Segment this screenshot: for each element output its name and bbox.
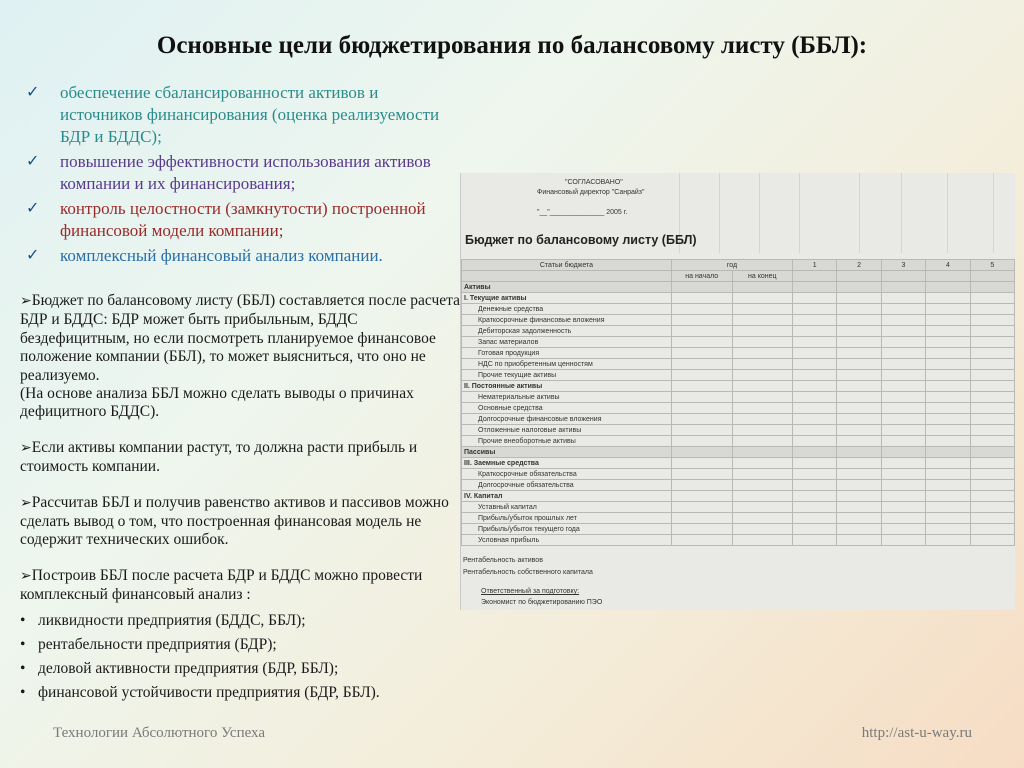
row-label: Пассивы xyxy=(462,447,672,458)
list-item: • ликвидности предприятия (БДДС, ББЛ); xyxy=(20,611,306,629)
row-label: Активы xyxy=(462,282,672,293)
table-row xyxy=(462,524,1015,535)
arrow-icon: ➢ xyxy=(20,294,32,309)
goal-text: контроль целостности (замкнутости) построенной финансовой модели компании; xyxy=(60,199,426,240)
checkmark-icon: ✓ xyxy=(26,247,40,264)
ratio-label: Рентабельность активов xyxy=(463,557,543,564)
list-item: • деловой активности предприятия (БДР, ББЛ); xyxy=(20,659,339,677)
table-row xyxy=(462,480,1015,491)
budget-table xyxy=(461,259,1015,546)
goal-item xyxy=(26,82,446,148)
column-header: 3 xyxy=(881,260,925,271)
row-label: Отложенные налоговые активы xyxy=(462,425,672,436)
table-row xyxy=(462,304,1015,315)
economist-label: Экономист по бюджетированию ПЭО xyxy=(481,599,603,606)
paragraph: ➢Рассчитав ББЛ и получив равенство активов и пассивов можно сделать вывод о том, что построенная финансовая модель не содержит технических ошибок. xyxy=(20,493,449,549)
table-row xyxy=(462,348,1015,359)
column-header: 4 xyxy=(926,260,970,271)
table-row xyxy=(462,359,1015,370)
row-label: Уставный капитал xyxy=(462,502,672,513)
table-row xyxy=(462,370,1015,381)
list-item: • рентабельности предприятия (БДР); xyxy=(20,635,277,653)
column-header: на начало xyxy=(671,271,732,282)
goal-text: комплексный финансовый анализ компании. xyxy=(60,246,383,265)
row-label: Прочие текущие активы xyxy=(462,370,672,381)
paragraph: ➢Построив ББЛ после расчета БДР и БДДС можно провести комплексный финансовый анализ : • ликвидности предприятия (БДДС, ББЛ); • рентабельности предприятия (БДР); • деловой активности предприятия (БДР, ББЛ); • финансовой устойчивости предприятия (БДР, ББЛ). xyxy=(20,567,460,705)
column-header: на конец xyxy=(732,271,793,282)
row-label: III. Заемные средства xyxy=(462,458,672,469)
table-row xyxy=(462,436,1015,447)
table-row xyxy=(462,425,1015,436)
goal-text: повышение эффективности использования активов компании и их финансирования; xyxy=(60,152,431,193)
footer-company: Технологии Абсолютного Успеха xyxy=(53,725,266,741)
row-label: Прибыль/убыток прошлых лет xyxy=(462,513,672,524)
column-header: Статьи бюджета xyxy=(462,260,672,271)
table-row xyxy=(462,491,1015,502)
paragraph: ➢Если активы компании растут, то должна расти прибыль и стоимость компании. xyxy=(20,438,418,476)
director-label: Финансовый директор "Санрайз" xyxy=(537,189,645,196)
row-label: II. Постоянные активы xyxy=(462,381,672,392)
arrow-icon: ➢ xyxy=(20,495,32,511)
goal-item xyxy=(26,198,446,242)
goals-list xyxy=(26,82,446,270)
checkmark-icon: ✓ xyxy=(26,84,40,101)
table-row xyxy=(462,447,1015,458)
table-row xyxy=(462,458,1015,469)
column-header: год xyxy=(671,260,792,271)
table-row xyxy=(462,392,1015,403)
paragraph-note: (На основе анализа ББЛ можно сделать выводы о причинах дефицитного БДДС). xyxy=(20,385,414,421)
row-label: Долгосрочные обязательства xyxy=(462,480,672,491)
table-row xyxy=(462,337,1015,348)
column-header: 1 xyxy=(793,260,837,271)
row-label: Краткосрочные финансовые вложения xyxy=(462,315,672,326)
sheet-title: Бюджет по балансовому листу (ББЛ) xyxy=(465,233,697,247)
row-label: Условная прибыль xyxy=(462,535,672,546)
responsible-label: Ответственный за подготовку: xyxy=(481,588,580,595)
goal-item xyxy=(26,245,446,267)
table-row xyxy=(462,315,1015,326)
table-row xyxy=(462,502,1015,513)
analysis-list xyxy=(20,609,460,705)
row-label: Запас материалов xyxy=(462,337,672,348)
list-item: • финансовой устойчивости предприятия (БДР, ББЛ). xyxy=(20,683,380,701)
row-label: Прочие внеоборотные активы xyxy=(462,436,672,447)
row-label: Прибыль/убыток текущего года xyxy=(462,524,672,535)
checkmark-icon: ✓ xyxy=(26,153,40,170)
goal-item xyxy=(26,151,446,195)
table-row xyxy=(462,282,1015,293)
table-row xyxy=(462,535,1015,546)
row-label: Нематериальные активы xyxy=(462,392,672,403)
footer-url[interactable]: http://ast-u-way.ru xyxy=(861,725,972,741)
row-label: Готовая продукция xyxy=(462,348,672,359)
table-row xyxy=(462,403,1015,414)
column-header: 2 xyxy=(837,260,881,271)
table-row xyxy=(462,513,1015,524)
slide-title: Основные цели бюджетирования по балансовому листу (ББЛ): xyxy=(156,32,868,59)
row-label: Дебиторская задолженность xyxy=(462,326,672,337)
column-header: 5 xyxy=(970,260,1014,271)
row-label: Денежные средства xyxy=(462,304,672,315)
checkmark-icon: ✓ xyxy=(26,200,40,217)
goal-text: обеспечение сбалансированности активов и источников финансирования (оценка реализуемости БДР и БДДС); xyxy=(60,83,440,146)
arrow-icon: ➢ xyxy=(20,440,32,456)
row-label: Краткосрочные обязательства xyxy=(462,469,672,480)
row-label: Долгосрочные финансовые вложения xyxy=(462,414,672,425)
body-text xyxy=(20,292,460,705)
table-row xyxy=(462,469,1015,480)
budget-spreadsheet-image xyxy=(460,173,1015,610)
date-line: "__"______________ 2005 г. xyxy=(537,209,628,216)
paragraph: ➢Бюджет по балансовому листу (ББЛ) составляется после расчета БДР и БДДС: БДР может быть прибыльным, БДДС бездефицитным, но если посмотреть планируемое финансовое положение компании (ББЛ), то может выясниться, что оно не реализуемо. (На основе анализа ББЛ можно сделать выводы о причинах дефицитного БДДС). xyxy=(20,292,460,421)
approved-label: "СОГЛАСОВАНО" xyxy=(565,179,623,186)
row-label: Основные средства xyxy=(462,403,672,414)
table-row xyxy=(462,381,1015,392)
table-row xyxy=(462,414,1015,425)
table-row xyxy=(462,326,1015,337)
row-label: IV. Капитал xyxy=(462,491,672,502)
table-row xyxy=(462,293,1015,304)
row-label: I. Текущие активы xyxy=(462,293,672,304)
arrow-icon: ➢ xyxy=(20,568,32,584)
ratio-label: Рентабельность собственного капитала xyxy=(463,569,593,576)
row-label: НДС по приобретенным ценностям xyxy=(462,359,672,370)
